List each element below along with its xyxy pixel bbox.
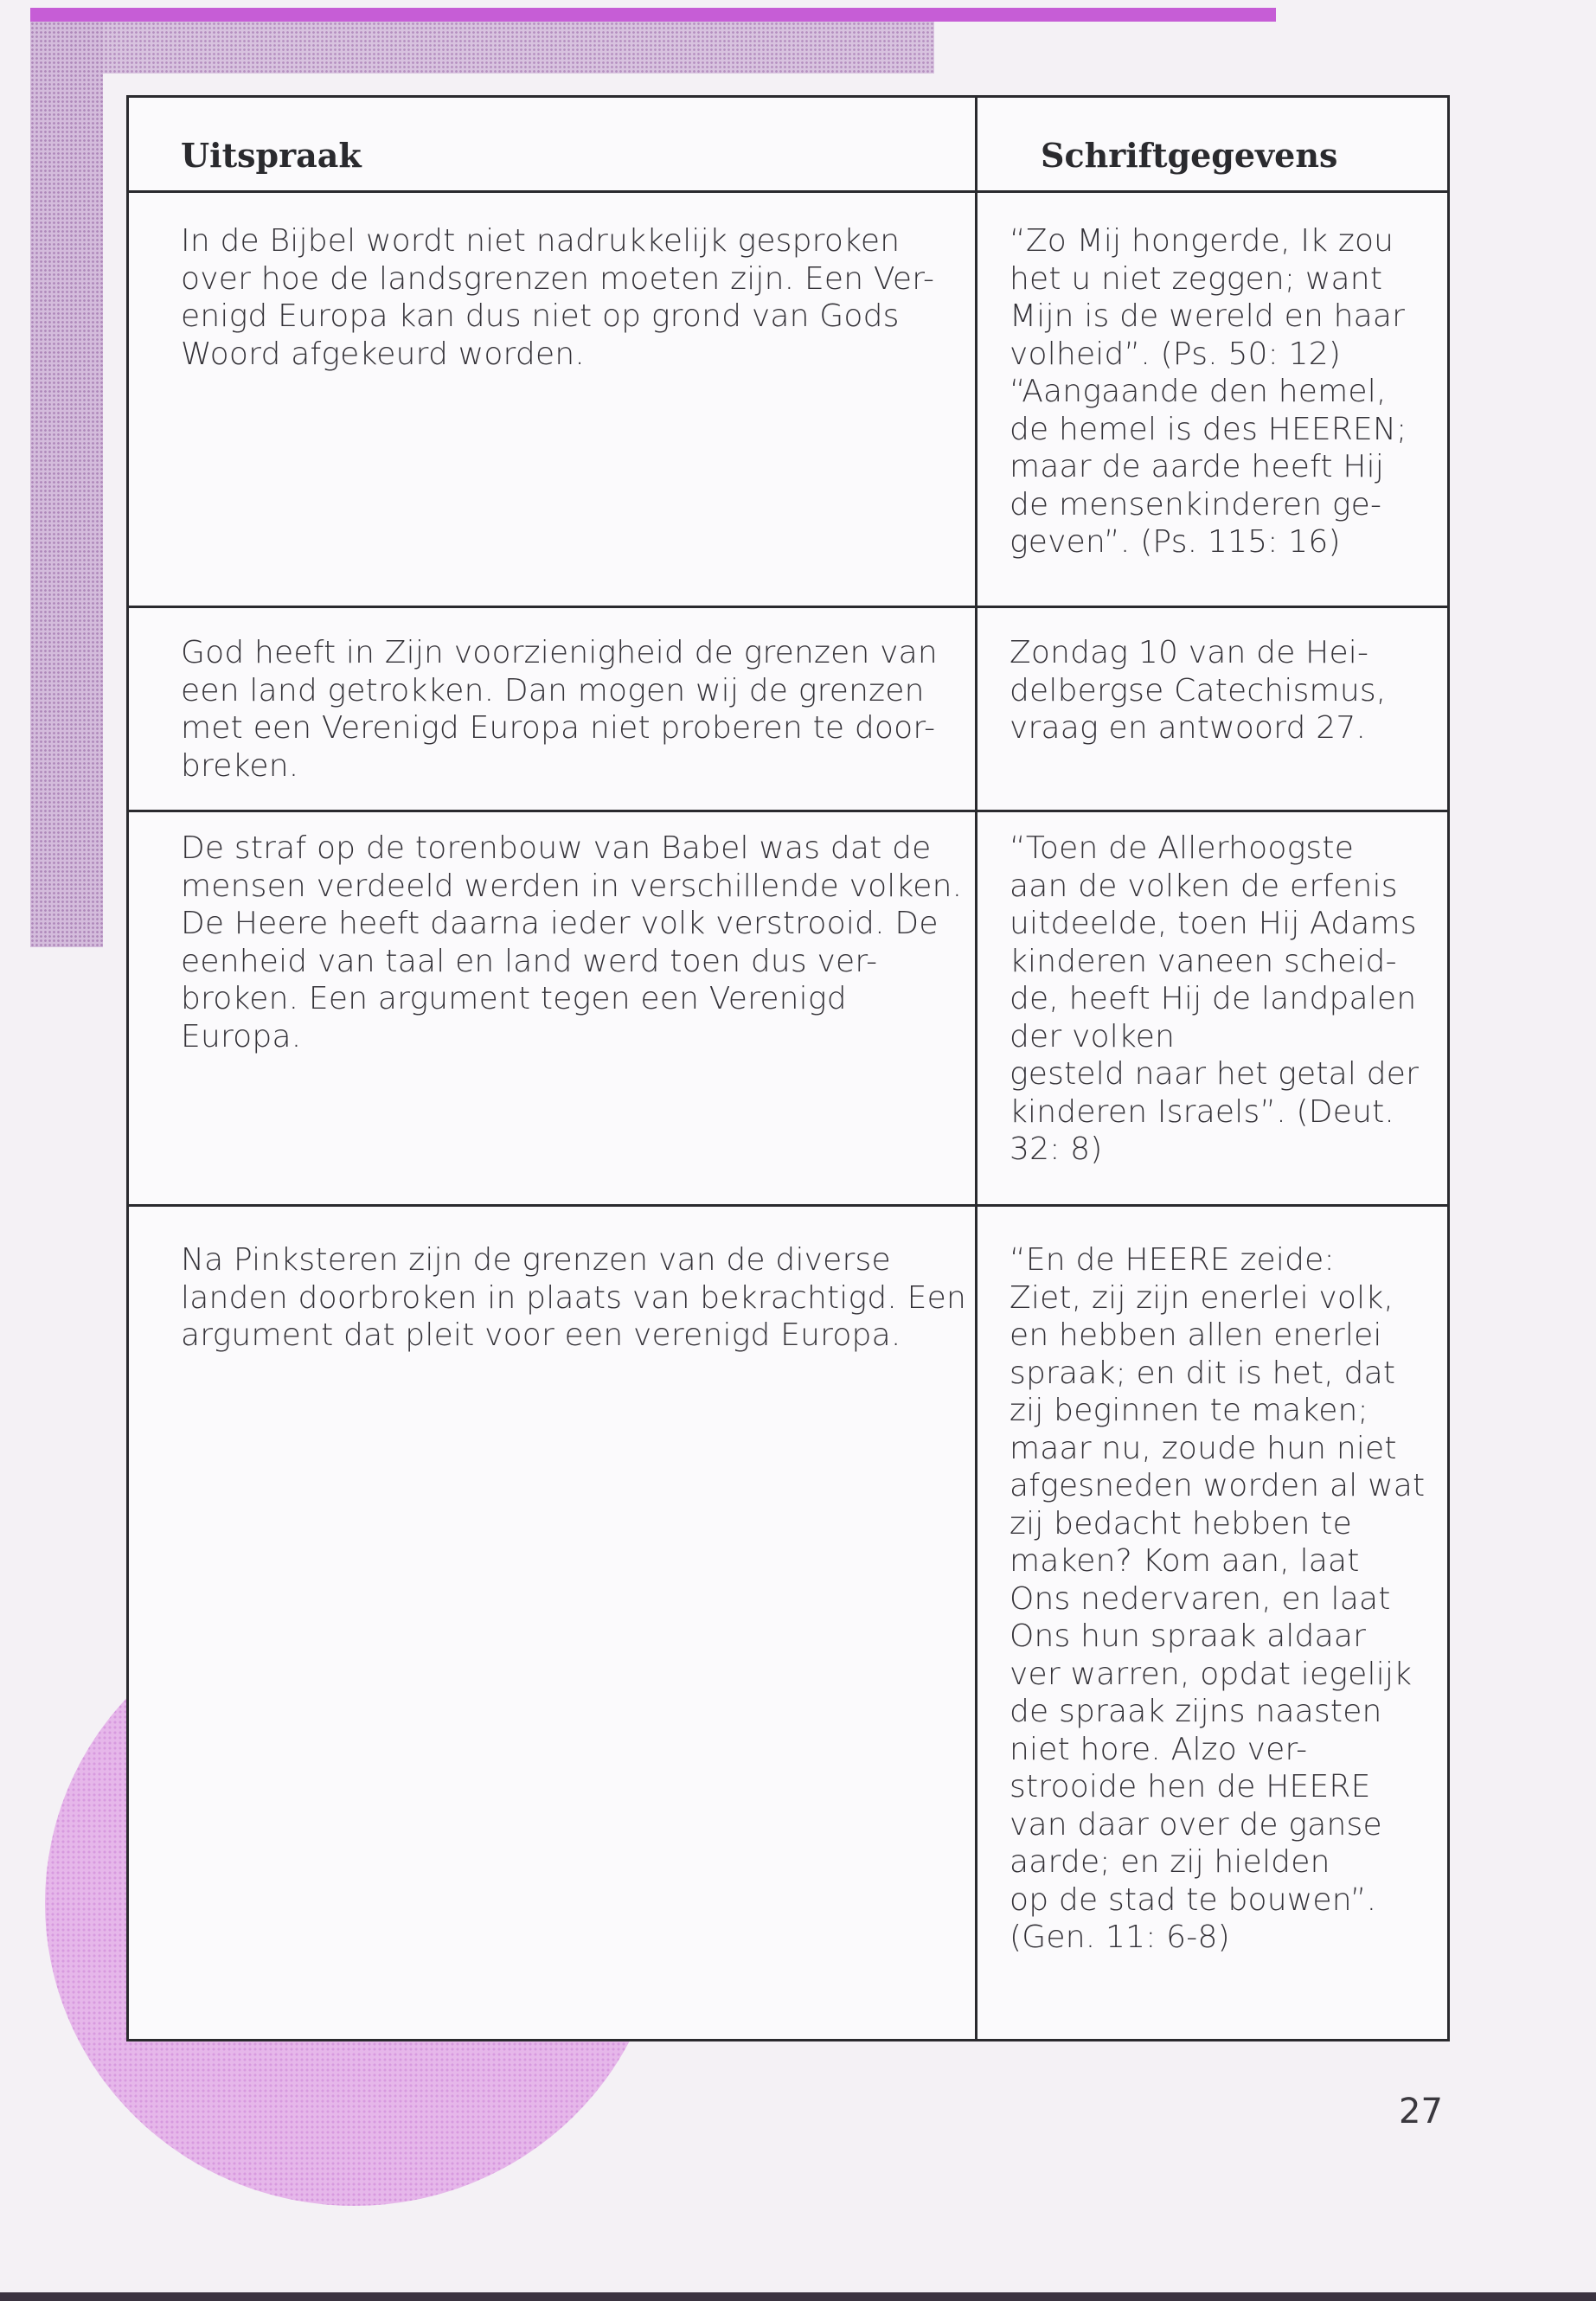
- statement-line: Europa.: [181, 1018, 302, 1054]
- scripture-line: op de stad te bouwen”.: [1010, 1881, 1377, 1918]
- statement-line: Woord afgekeurd worden.: [181, 336, 585, 372]
- table-row: [129, 608, 1447, 812]
- statement-line: landen doorbroken in plaats van bekrachtigd. Een: [181, 1279, 966, 1316]
- statement-line: een land getrokken. Dan mogen wij de grenzen: [181, 672, 925, 708]
- header-schriftgegevens: Schriftgegevens: [1041, 136, 1338, 175]
- header-uitspraak: Uitspraak: [181, 136, 362, 175]
- scripture-cell: [1010, 1241, 1433, 1957]
- scripture-line: “En de HEERE zeide:: [1010, 1242, 1335, 1278]
- scripture-line: “Zo Mij hongerde, Ik zou: [1010, 223, 1394, 259]
- scripture-line: afgesneden worden al wat: [1010, 1468, 1426, 1503]
- statement-line: God heeft in Zijn voorzienigheid de grenzen van: [181, 635, 938, 670]
- decorative-dot-band-left: [30, 22, 103, 947]
- scripture-cell: [1010, 830, 1433, 1169]
- scripture-line: Ons hun spraak aldaar: [1010, 1618, 1367, 1654]
- table-row: [129, 1207, 1447, 2039]
- statement-line: broken. Een argument tegen een Verenigd: [181, 981, 847, 1016]
- scripture-cell: [1010, 222, 1433, 561]
- scripture-line: zij bedacht hebben te: [1010, 1505, 1352, 1541]
- statement-cell: [181, 222, 959, 373]
- statement-line: met een Verenigd Europa niet proberen te door-: [181, 710, 936, 746]
- scripture-line: niet hore. Alzo ver-: [1010, 1731, 1308, 1767]
- scripture-line: geven”. (Ps. 115: 16): [1010, 524, 1341, 560]
- statement-line: eenheid van taal en land werd toen dus ver-: [181, 943, 878, 979]
- scripture-cell: [1010, 634, 1433, 747]
- decorative-top-bar: [30, 8, 1276, 22]
- scripture-line: aan de volken de erfenis: [1010, 868, 1398, 904]
- decorative-bottom-strip: [0, 2292, 1596, 2301]
- scripture-line: de spraak zijns naasten: [1010, 1694, 1382, 1729]
- statement-line: De Heere heeft daarna ieder volk verstrooid. De: [181, 906, 939, 941]
- scripture-line: de, heeft Hij de landpalen: [1010, 981, 1417, 1016]
- scripture-line: maar nu, zoude hun niet: [1010, 1430, 1397, 1466]
- scripture-line: de hemel is des HEEREN;: [1010, 411, 1407, 447]
- statement-cell: [181, 634, 959, 785]
- scripture-line: (Gen. 11: 6-8): [1010, 1920, 1230, 1955]
- scripture-line: Ons nedervaren, en laat: [1010, 1580, 1391, 1617]
- statement-cell: [181, 830, 963, 1055]
- scripture-line: Mijn is de wereld en haar: [1010, 298, 1406, 334]
- scripture-line: ver warren, opdat iegelijk: [1010, 1656, 1413, 1692]
- scripture-line: kinderen Israels”. (Deut.: [1010, 1093, 1395, 1130]
- decorative-dot-band-top: [30, 22, 934, 74]
- page-number: 27: [1399, 2092, 1443, 2131]
- table-header-row: [129, 98, 1447, 193]
- scripture-line: spraak; en dit is het, dat: [1010, 1355, 1396, 1391]
- scripture-line: aarde; en zij hielden: [1010, 1844, 1330, 1880]
- scripture-line: zij beginnen te maken;: [1010, 1393, 1368, 1428]
- scripture-line: delbergse Catechismus,: [1010, 672, 1387, 708]
- statement-line: enigd Europa kan dus niet op grond van Gods: [181, 298, 900, 334]
- scripture-line: maken? Kom aan, laat: [1010, 1543, 1360, 1579]
- statement-line: breken.: [181, 747, 299, 784]
- scripture-line: strooide hen de HEERE: [1010, 1769, 1371, 1804]
- scripture-line: “Aangaande den hemel,: [1010, 374, 1387, 409]
- scripture-line: de mensenkinderen ge-: [1010, 486, 1382, 522]
- statements-table: [126, 95, 1450, 2041]
- scripture-line: het u niet zeggen; want: [1010, 260, 1383, 297]
- table-row: [129, 193, 1447, 608]
- statement-cell: [181, 1241, 966, 1355]
- statement-line: In de Bijbel wordt niet nadrukkelijk gesproken: [181, 223, 901, 259]
- table-row: [129, 812, 1447, 1207]
- statement-line: mensen verdeeld werden in verschillende volken.: [181, 868, 963, 904]
- scripture-line: Ziet, zij zijn enerlei volk,: [1010, 1279, 1394, 1316]
- statement-line: over hoe de landsgrenzen moeten zijn. Een Ver-: [181, 260, 935, 297]
- scripture-line: volheid”. (Ps. 50: 12): [1010, 336, 1342, 372]
- scripture-line: en hebben allen enerlei: [1010, 1317, 1382, 1353]
- scripture-line: “Toen de Allerhoogste: [1010, 830, 1355, 866]
- scripture-line: 32: 8): [1010, 1131, 1103, 1167]
- scripture-line: uitdeelde, toen Hij Adams: [1010, 906, 1417, 941]
- scripture-line: Zondag 10 van de Hei-: [1010, 635, 1369, 670]
- scripture-line: maar de aarde heeft Hij: [1010, 449, 1384, 484]
- scripture-line: kinderen vaneen scheid-: [1010, 943, 1397, 979]
- statement-line: argument dat pleit voor een verenigd Europa.: [181, 1317, 901, 1353]
- scripture-line: van daar over de ganse: [1010, 1806, 1382, 1843]
- statement-line: Na Pinksteren zijn de grenzen van de diverse: [181, 1242, 891, 1278]
- scripture-line: gesteld naar het getal der: [1010, 1056, 1420, 1092]
- statement-line: De straf op de torenbouw van Babel was dat de: [181, 830, 932, 866]
- scripture-line: vraag en antwoord 27.: [1010, 710, 1367, 746]
- scripture-line: der volken: [1010, 1018, 1176, 1054]
